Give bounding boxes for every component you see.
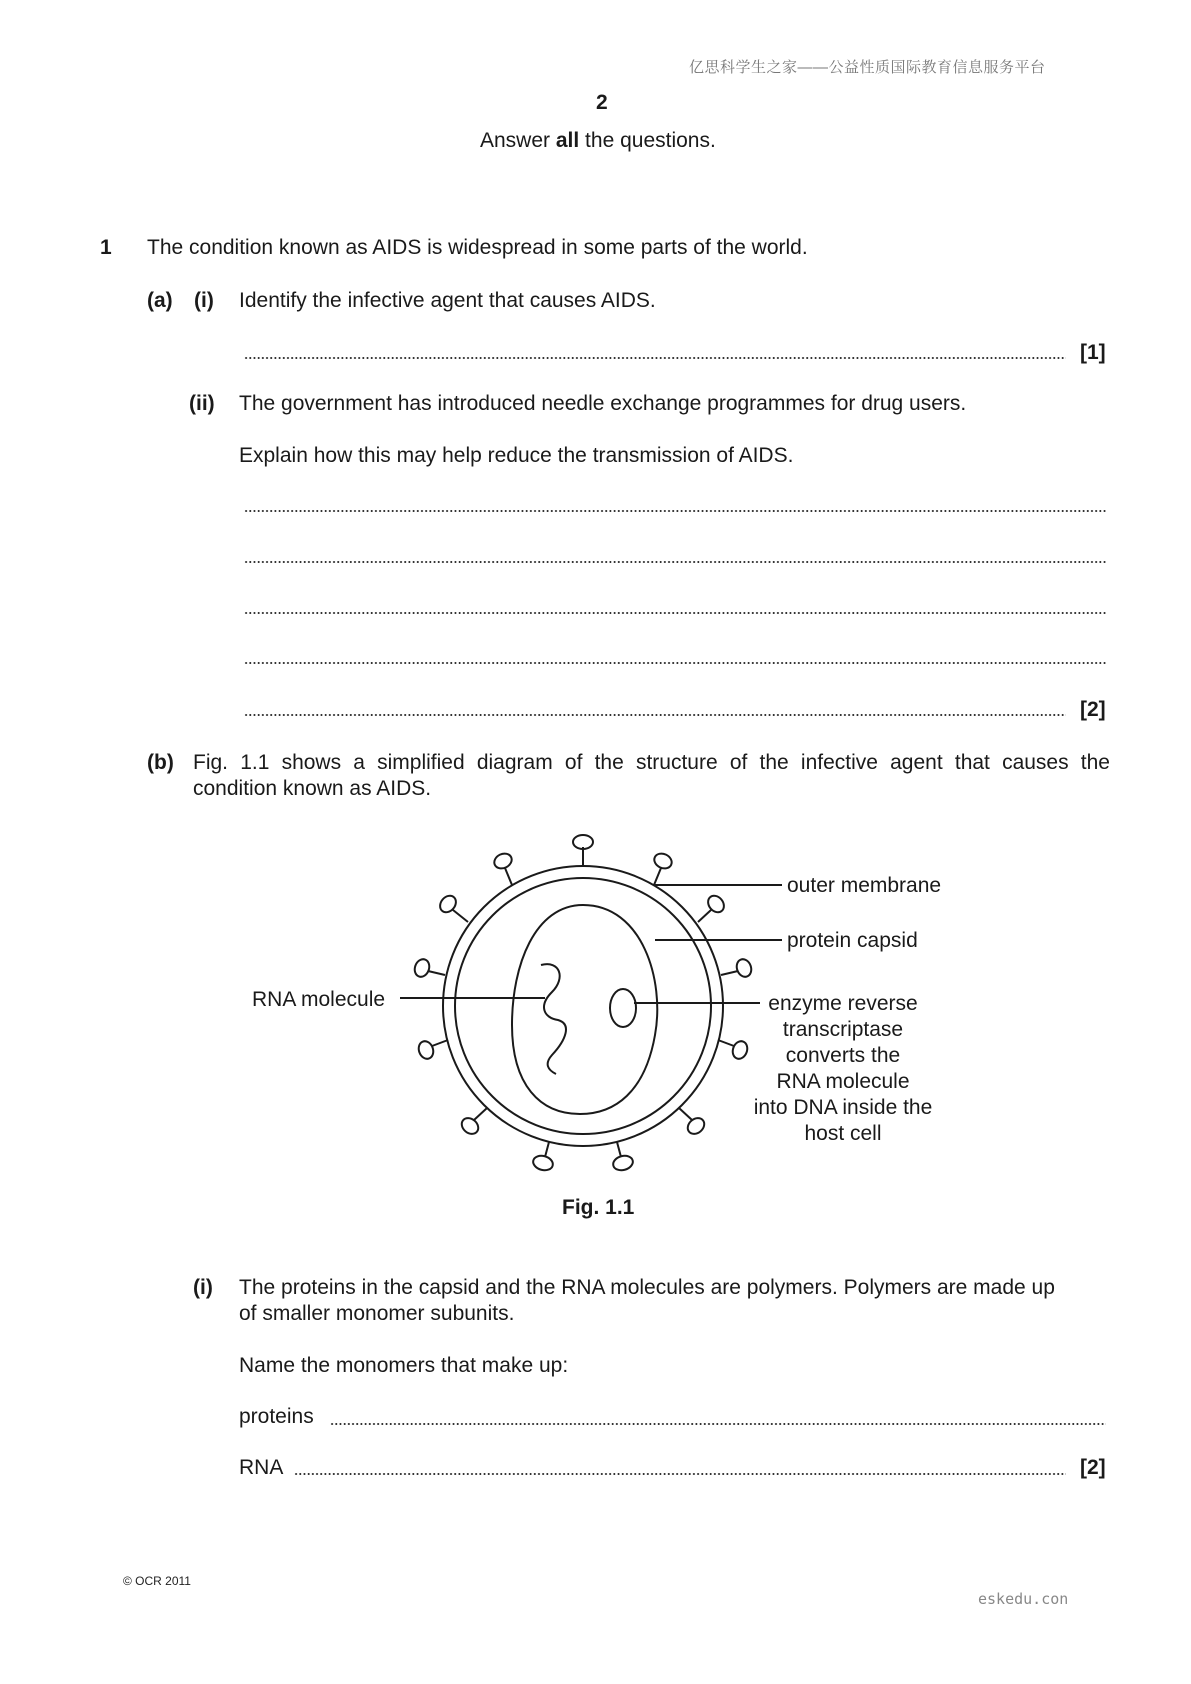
marks-a-ii: [2]: [1080, 698, 1106, 721]
outer-membrane-outer-ring: [443, 866, 723, 1146]
part-a-ii-prompt: Explain how this may help reduce the transmission of AIDS.: [239, 444, 794, 467]
answer-line-a-ii-2[interactable]: [244, 560, 1106, 564]
part-a-ii-label: (ii): [189, 392, 215, 415]
answer-line-a-ii-5[interactable]: [244, 713, 1066, 717]
marks-b-i: [2]: [1080, 1456, 1106, 1479]
answer-line-a-ii-3[interactable]: [244, 611, 1106, 615]
label-protein-capsid: protein capsid: [787, 929, 918, 952]
answer-line-a-ii-1[interactable]: [244, 509, 1106, 513]
answer-line-proteins[interactable]: [330, 1422, 1106, 1426]
label-rna-molecule: RNA molecule: [252, 988, 386, 1011]
part-a-label: (a): [147, 289, 173, 312]
enzyme-shape: [610, 989, 636, 1027]
footer-watermark: eskedu.con: [978, 1590, 1069, 1608]
answer-line-a-ii-4[interactable]: [244, 661, 1106, 665]
instruction-pre: Answer: [480, 129, 556, 152]
part-a-ii-text: The government has introduced needle exchange programmes for drug users.: [239, 392, 967, 415]
question-number: 1: [100, 236, 112, 259]
label-enzyme-line-4: RNA molecule: [776, 1070, 910, 1093]
part-a-i-label: (i): [194, 289, 214, 312]
figure-caption: Fig. 1.1: [562, 1196, 635, 1219]
header-watermark: 亿思科学生之家——公益性质国际教育信息服务平台: [689, 59, 1046, 76]
part-b-i-text-line1: The proteins in the capsid and the RNA molecules are polymers. Polymers are made up: [239, 1276, 1055, 1299]
answer-line-rna[interactable]: [294, 1472, 1066, 1476]
outer-membrane-inner-ring: [455, 878, 711, 1134]
part-b-i-text-line2: of smaller monomer subunits.: [239, 1302, 515, 1325]
instruction-post: the questions.: [579, 129, 716, 152]
part-b-i-label: (i): [193, 1276, 213, 1299]
instruction: [480, 128, 716, 154]
label-enzyme-line-6: host cell: [804, 1122, 882, 1145]
label-enzyme-line-1: enzyme reverse: [768, 992, 918, 1015]
part-b-text-line1: Fig. 1.1 shows a simplified diagram of the structure of the infective agent that causes the: [193, 751, 1110, 774]
copyright: © OCR 2011: [123, 1574, 191, 1588]
page-number: 2: [596, 91, 608, 114]
marks-a-i: [1]: [1080, 341, 1106, 364]
label-outer-membrane: outer membrane: [787, 874, 942, 897]
proteins-label: proteins: [239, 1405, 314, 1428]
answer-line-a-i[interactable]: [244, 356, 1066, 360]
part-a-i-text: Identify the infective agent that causes AIDS.: [239, 289, 656, 312]
part-b-label: (b): [147, 751, 174, 774]
instruction-bold: all: [555, 129, 580, 152]
part-b-text-line2: condition known as AIDS.: [193, 777, 432, 800]
figure-virus-diagram: [0, 830, 1191, 1210]
part-b-i-prompt: Name the monomers that make up:: [239, 1354, 569, 1377]
rna-label: RNA: [239, 1456, 284, 1479]
label-enzyme-line-3: converts the: [785, 1044, 901, 1067]
question-stem: The condition known as AIDS is widespread in some parts of the world.: [147, 236, 808, 259]
label-enzyme-line-2: transcriptase: [782, 1018, 904, 1041]
label-enzyme-line-5: into DNA inside the: [753, 1096, 933, 1119]
rna-molecule-shape: [541, 964, 566, 1074]
